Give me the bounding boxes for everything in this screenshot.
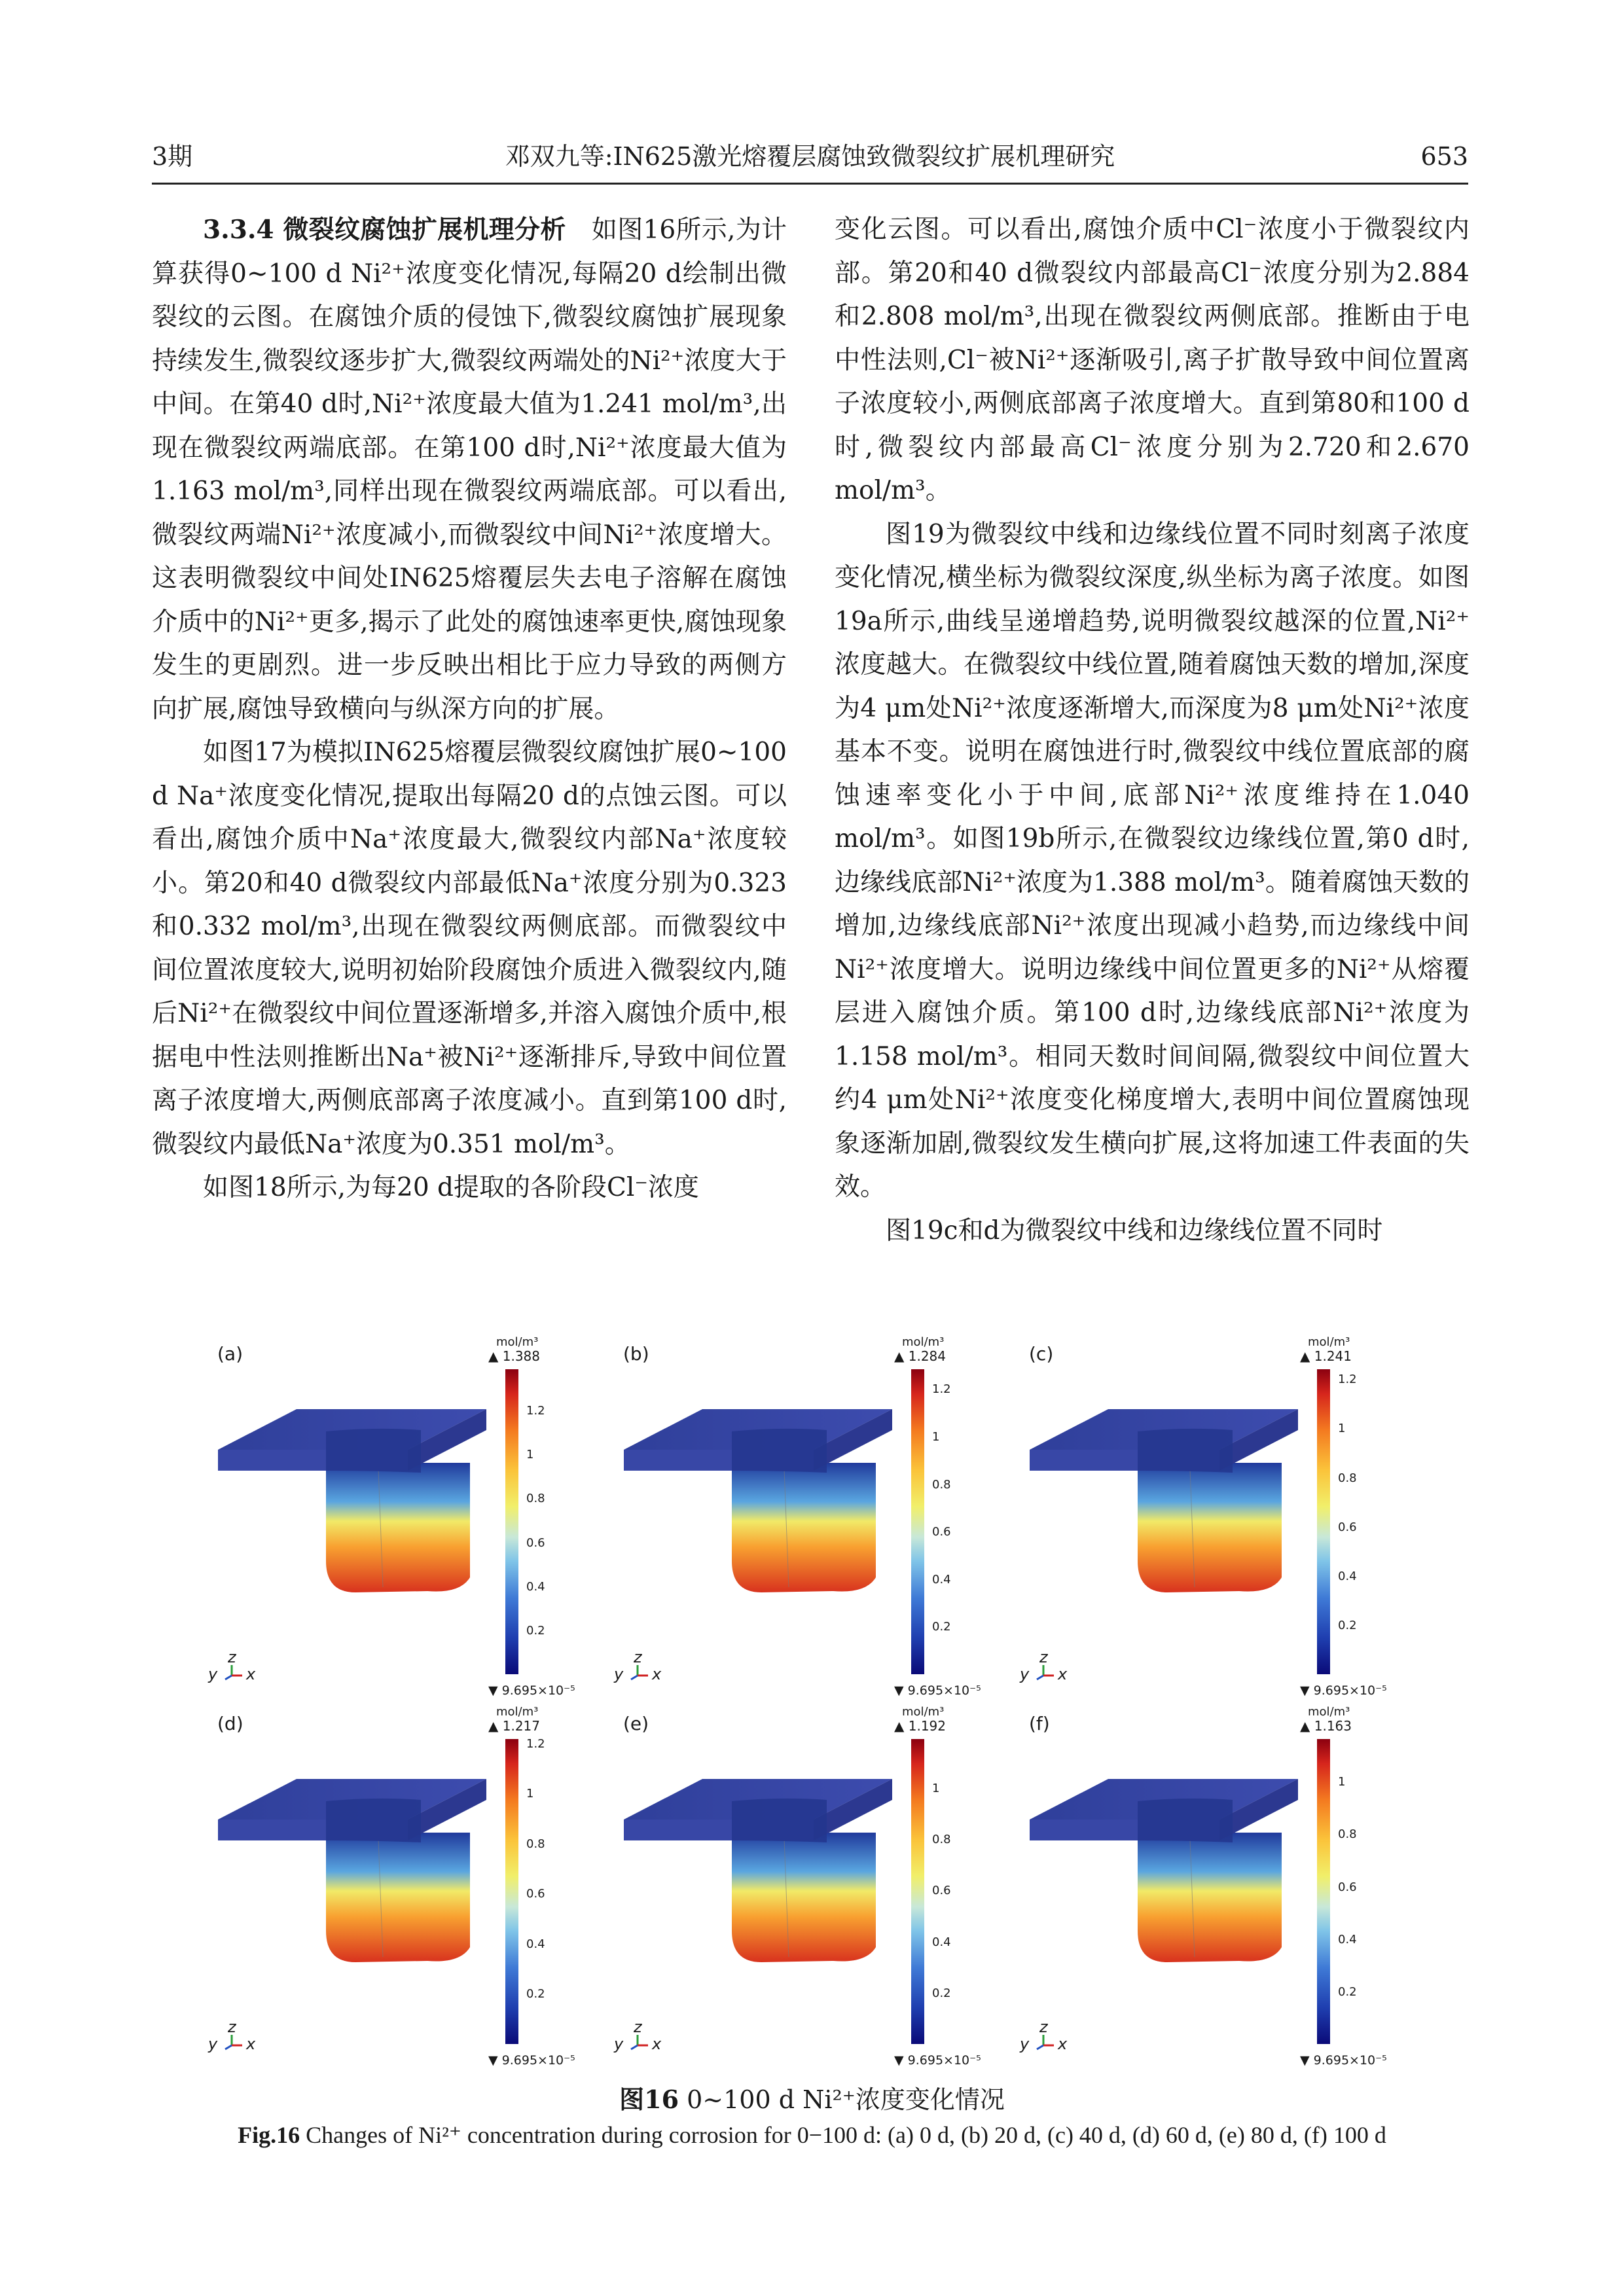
colorbar-tick: 0.4 — [1338, 1569, 1357, 1583]
axis-x-label: x — [652, 1665, 662, 1683]
axis-z-label: z — [1039, 2018, 1048, 2036]
axis-y-label: y — [1020, 1665, 1030, 1683]
axis-y-label: y — [208, 1665, 218, 1683]
panel-label: (a) — [217, 1343, 244, 1365]
colorbar-unit: mol/m³ — [496, 1705, 539, 1719]
page-number: 653 — [1420, 142, 1468, 171]
section-heading: 3.3.4 微裂纹腐蚀扩展机理分析 — [203, 215, 566, 245]
crack-body — [1138, 1833, 1282, 1962]
axis-arrows-icon — [1032, 2031, 1058, 2057]
axis-arrows-icon — [220, 2031, 246, 2057]
axis-y-label: y — [1020, 2035, 1030, 2053]
colorbar-tick: 1 — [1338, 1422, 1346, 1436]
axis-triad — [208, 1648, 261, 1687]
figure-panel — [1020, 1335, 1413, 1702]
colorbar-tick: 0.2 — [932, 1620, 951, 1634]
colorbar — [911, 1739, 924, 2044]
colorbar-tick: 0.4 — [1338, 1932, 1357, 1946]
colorbar-min: ▼ 9.695×10⁻⁵ — [894, 2053, 981, 2068]
running-title: 邓双九等:IN625激光熔覆层腐蚀致微裂纹扩展机理研究 — [505, 142, 1115, 171]
axis-x-label: x — [1058, 1665, 1068, 1683]
issue-number: 3期 — [152, 142, 193, 171]
colorbar-tick: 0.4 — [526, 1579, 545, 1594]
colorbar-max: ▲ 1.241 — [1300, 1348, 1352, 1364]
colorbar-min: ▼ 9.695×10⁻⁵ — [1300, 1683, 1387, 1698]
axis-z-label: z — [1039, 1648, 1048, 1666]
axis-y-label: y — [208, 2035, 218, 2053]
concentration-model — [1023, 1767, 1305, 2029]
axis-z-label: z — [228, 2018, 236, 2036]
axis-triad — [614, 2018, 666, 2057]
panel-label: (c) — [1029, 1343, 1054, 1365]
figure-panel — [614, 1705, 1007, 2072]
crack-body — [326, 1463, 470, 1592]
paragraph: 变化云图。可以看出,腐蚀介质中Cl⁻浓度小于微裂纹内部。第20和40 d微裂纹内部最高Cl⁻浓度分别为2.884和2.808 mol/m³,出现在微裂纹两侧底部。推断由于电中性法则,Cl⁻被Ni²⁺逐渐吸引,离子扩散导致中间位置离子浓度较小,两侧底部离子浓度增大。直到第80和100 d时,微裂纹内部最高Cl⁻浓度分别为2.720和2.670 mol/m³。 — [835, 215, 1470, 505]
colorbar-tick: 0.6 — [1338, 1880, 1357, 1894]
concentration-model — [211, 1767, 493, 2029]
axis-triad — [208, 2018, 261, 2057]
concentration-model — [617, 1767, 899, 2029]
figure-panel — [1020, 1705, 1413, 2072]
colorbar-tick: 0.4 — [932, 1935, 951, 1949]
crack-mouth — [1138, 1799, 1233, 1842]
crack-body — [1138, 1463, 1282, 1592]
colorbar-tick: 0.6 — [932, 1525, 951, 1539]
axis-z-label: z — [228, 1648, 236, 1666]
running-header — [152, 140, 1468, 179]
right-column — [835, 208, 1470, 1253]
colorbar-tick: 0.8 — [526, 1492, 545, 1506]
colorbar-min: ▼ 9.695×10⁻⁵ — [488, 2053, 575, 2068]
axis-y-label: y — [614, 1665, 624, 1683]
crack-body — [732, 1463, 876, 1592]
colorbar-tick: 0.2 — [526, 1623, 545, 1638]
concentration-model — [1023, 1397, 1305, 1659]
left-column — [152, 208, 787, 1210]
colorbar-tick: 0.6 — [526, 1887, 545, 1901]
axis-x-label: x — [652, 2035, 662, 2053]
colorbar-tick: 0.4 — [932, 1572, 951, 1587]
colorbar-tick: 1 — [526, 1448, 534, 1462]
crack-mouth — [326, 1429, 421, 1473]
colorbar-tick: 1 — [1338, 1775, 1346, 1789]
colorbar-tick: 1.2 — [1338, 1372, 1357, 1387]
axis-arrows-icon — [1032, 1661, 1058, 1687]
figure-panel — [614, 1335, 1007, 1702]
figure-panel — [208, 1705, 601, 2072]
colorbar-tick: 1.2 — [526, 1736, 545, 1751]
panel-label: (b) — [623, 1343, 649, 1365]
axis-y-label: y — [614, 2035, 624, 2053]
concentration-model — [211, 1397, 493, 1659]
colorbar-max: ▲ 1.217 — [488, 1718, 540, 1734]
figure-panel — [208, 1335, 601, 1702]
paragraph: 图19c和d为微裂纹中线和边缘线位置不同时 — [886, 1215, 1383, 1246]
axis-arrows-icon — [626, 2031, 652, 2057]
colorbar-tick: 0.2 — [932, 1986, 951, 2000]
colorbar-tick: 1.2 — [932, 1382, 951, 1397]
colorbar-tick: 0.8 — [1338, 1471, 1357, 1485]
paragraph: 3.3.4 微裂纹腐蚀扩展机理分析 如图16所示,为计算获得0~100 d Ni²⁺浓度变化情况,每隔20 d绘制出微裂纹的云图。在腐蚀介质的侵蚀下,微裂纹腐蚀扩展现象持续发生,微裂纹逐步扩大,微裂纹两端处的Ni²⁺浓度大于中间。在第40 d时,Ni²⁺浓度最大值为1.241 mol/m³,出现在微裂纹两端底部。在第100 d时,Ni²⁺浓度最大值为1.163 mol/m³,同样出现在微裂纹两端底部。可以看出,微裂纹两端Ni²⁺浓度减小,而微裂纹中间Ni²⁺浓度增大。这表明微裂纹中间处IN625熔覆层失去电子溶解在腐蚀介质中的Ni²⁺更多,揭示了此处的腐蚀速率更快,腐蚀现象发生的更剧烈。进一步反映出相比于应力导致的两侧方向扩展,腐蚀导致横向与纵深方向的扩展。 — [152, 215, 787, 724]
colorbar-unit: mol/m³ — [1308, 1705, 1350, 1719]
colorbar — [505, 1369, 518, 1674]
colorbar-unit: mol/m³ — [1308, 1335, 1350, 1349]
colorbar-unit: mol/m³ — [902, 1335, 945, 1349]
colorbar-tick: 0.8 — [526, 1837, 545, 1851]
colorbar-min: ▼ 9.695×10⁻⁵ — [894, 1683, 981, 1698]
colorbar — [1317, 1739, 1330, 2044]
axis-x-label: x — [246, 2035, 256, 2053]
paragraph: 图19为微裂纹中线和边缘线位置不同时刻离子浓度变化情况,横坐标为微裂纹深度,纵坐标为离子浓度。如图19a所示,曲线呈递增趋势,说明微裂纹越深的位置,Ni²⁺浓度越大。在微裂纹中线位置,随着腐蚀天数的增加,深度为4 μm处Ni²⁺浓度逐渐增大,而深度为8 μm处Ni²⁺浓度基本不变。说明在腐蚀进行时,微裂纹中线位置底部的腐蚀速率变化小于中间,底部Ni²⁺浓度维持在1.040 mol/m³。如图19b所示,在微裂纹边缘线位置,第0 d时,边缘线底部Ni²⁺浓度为1.388 mol/m³。随着腐蚀天数的增加,边缘线底部Ni²⁺浓度出现减小趋势,而边缘线中间Ni²⁺浓度增大。说明边缘线中间位置更多的Ni²⁺从熔覆层进入腐蚀介质。第100 d时,边缘线底部Ni²⁺浓度为1.158 mol/m³。相同天数时间间隔,微裂纹中间位置大约4 μm处Ni²⁺浓度变化梯度增大,表明中间位置腐蚀现象逐渐加剧,微裂纹发生横向扩展,这将加速工件表面的失效。 — [835, 519, 1470, 1202]
axis-z-label: z — [634, 2018, 642, 2036]
colorbar-unit: mol/m³ — [496, 1335, 539, 1349]
colorbar-max: ▲ 1.284 — [894, 1348, 946, 1364]
colorbar — [911, 1369, 924, 1674]
axis-triad — [1020, 1648, 1072, 1687]
colorbar-tick: 0.8 — [932, 1833, 951, 1847]
colorbar-tick: 0.2 — [1338, 1984, 1357, 1999]
crack-body — [732, 1833, 876, 1962]
panel-label: (e) — [623, 1713, 649, 1734]
colorbar-tick: 0.6 — [932, 1884, 951, 1898]
panel-label: (f) — [1029, 1713, 1050, 1734]
colorbar-tick: 0.4 — [526, 1937, 545, 1951]
colorbar-unit: mol/m³ — [902, 1705, 945, 1719]
figure-caption-cn: 图16 0~100 d Ni²⁺浓度变化情况 — [619, 2085, 1005, 2114]
concentration-model — [617, 1397, 899, 1659]
colorbar-tick: 0.6 — [526, 1535, 545, 1550]
axis-triad — [614, 1648, 666, 1687]
crack-mouth — [732, 1429, 827, 1473]
colorbar-tick: 0.2 — [1338, 1618, 1357, 1632]
crack-mouth — [1138, 1429, 1233, 1473]
crack-mouth — [732, 1799, 827, 1842]
colorbar-max: ▲ 1.192 — [894, 1718, 946, 1734]
colorbar-tick: 1 — [526, 1787, 534, 1801]
header-rule — [152, 183, 1468, 185]
axis-arrows-icon — [626, 1661, 652, 1687]
colorbar-tick: 1.2 — [526, 1404, 545, 1418]
figure-caption-en: Fig.16 Changes of Ni²⁺ concentration during corrosion for 0−100 d: (a) 0 d, (b) 20 d, (c) 40 d, (d) 60 d, (e) 80 d, (f) 100 d — [238, 2122, 1386, 2148]
axis-x-label: x — [246, 1665, 256, 1683]
paragraph: 如图17为模拟IN625熔覆层微裂纹腐蚀扩展0~100 d Na⁺浓度变化情况,提取出每隔20 d的点蚀云图。可以看出,腐蚀介质中Na⁺浓度最大,微裂纹内部Na⁺浓度较小。第20和40 d微裂纹内部最低Na⁺浓度分别为0.323和0.332 mol/m³,出现在微裂纹两侧底部。而微裂纹中间位置浓度较大,说明初始阶段腐蚀介质进入微裂纹内,随后Ni²⁺在微裂纹中间位置逐渐增多,并溶入腐蚀介质中,根据电中性法则推断出Na⁺被Ni²⁺逐渐排斥,导致中间位置离子浓度增大,两侧底部离子浓度减小。直到第100 d时,微裂纹内最低Na⁺浓度为0.351 mol/m³。 — [152, 738, 787, 1159]
colorbar-tick: 0.8 — [1338, 1827, 1357, 1842]
colorbar-min: ▼ 9.695×10⁻⁵ — [488, 1683, 575, 1698]
colorbar-tick: 1 — [932, 1782, 940, 1796]
crack-body — [326, 1833, 470, 1962]
colorbar-max: ▲ 1.163 — [1300, 1718, 1352, 1734]
axis-z-label: z — [634, 1648, 642, 1666]
figure-16 — [208, 1335, 1413, 2075]
colorbar — [1317, 1369, 1330, 1674]
colorbar-tick: 0.6 — [1338, 1520, 1357, 1534]
colorbar-tick: 0.8 — [932, 1477, 951, 1492]
panel-label: (d) — [217, 1713, 244, 1734]
colorbar-min: ▼ 9.695×10⁻⁵ — [1300, 2053, 1387, 2068]
axis-arrows-icon — [220, 1661, 246, 1687]
axis-x-label: x — [1058, 2035, 1068, 2053]
colorbar-tick: 1 — [932, 1430, 940, 1444]
colorbar — [505, 1739, 518, 2044]
axis-triad — [1020, 2018, 1072, 2057]
colorbar-max: ▲ 1.388 — [488, 1348, 540, 1364]
colorbar-tick: 0.2 — [526, 1987, 545, 2001]
paragraph: 如图18所示,为每20 d提取的各阶段Cl⁻浓度 — [203, 1173, 699, 1202]
crack-mouth — [326, 1799, 421, 1842]
